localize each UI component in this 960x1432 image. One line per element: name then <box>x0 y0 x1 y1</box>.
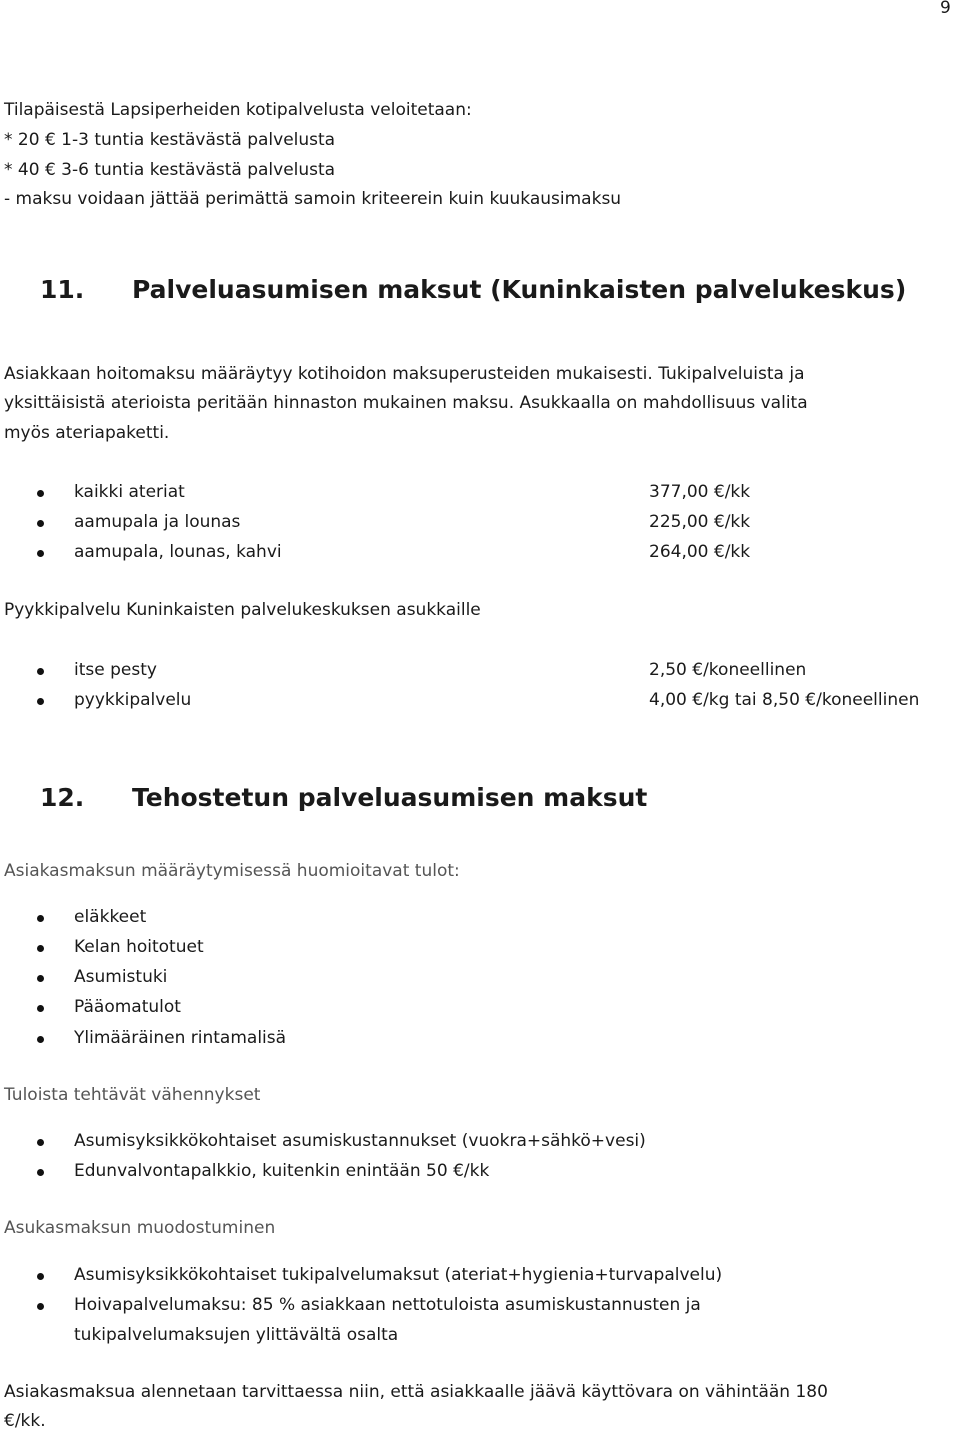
closing-line: Asiakasmaksua alennetaan tarvittaessa niin, että asiakkaalle jäävä käyttövara on vähintään 180 <box>4 1382 828 1402</box>
meal-price: 264,00 €/kk <box>649 542 751 562</box>
section-11-paragraph-line: yksittäisistä aterioista peritään hinnaston mukainen maksu. Asukkaalla on mahdollisuus valita <box>4 393 808 413</box>
meal-label: aamupala, lounas, kahvi <box>74 542 282 562</box>
bullet-icon <box>37 698 44 705</box>
deduction-item: Edunvalvontapalkkio, kuitenkin enintään 50 €/kk <box>74 1161 490 1181</box>
formation-heading: Asukasmaksun muodostuminen <box>4 1218 276 1238</box>
section-11-paragraph-line: Asiakkaan hoitomaksu määräytyy kotihoidon maksuperusteiden mukaisesti. Tukipalveluista ja <box>4 364 805 384</box>
meal-label: aamupala ja lounas <box>74 512 241 532</box>
bullet-icon <box>37 1036 44 1043</box>
page-number: 9 <box>940 0 951 18</box>
bullet-icon <box>37 1303 44 1310</box>
meal-label: kaikki ateriat <box>74 482 185 502</box>
income-heading: Asiakasmaksun määräytymisessä huomioitavat tulot: <box>4 861 460 881</box>
income-item: Pääomatulot <box>74 997 181 1017</box>
laundry-label: pyykkipalvelu <box>74 690 192 710</box>
laundry-heading: Pyykkipalvelu Kuninkaisten palvelukeskuksen asukkaille <box>4 600 481 620</box>
income-item: Ylimääräinen rintamalisä <box>74 1028 287 1048</box>
bullet-icon <box>37 1273 44 1280</box>
bullet-icon <box>37 1169 44 1176</box>
deductions-heading: Tuloista tehtävät vähennykset <box>4 1085 261 1105</box>
intro-line: * 20 € 1-3 tuntia kestävästä palvelusta <box>4 130 336 150</box>
deduction-item: Asumisyksikkökohtaiset asumiskustannukset (vuokra+sähkö+vesi) <box>74 1131 646 1151</box>
income-item: Kelan hoitotuet <box>74 937 204 957</box>
section-11-title: Palveluasumisen maksut (Kuninkaisten palvelukeskus) <box>132 275 907 304</box>
section-12-number: 12. <box>40 783 85 812</box>
bullet-icon <box>37 1005 44 1012</box>
bullet-icon <box>37 550 44 557</box>
laundry-label: itse pesty <box>74 660 157 680</box>
section-11-number: 11. <box>40 275 85 304</box>
bullet-icon <box>37 668 44 675</box>
laundry-price: 2,50 €/koneellinen <box>649 660 807 680</box>
formation-item: Hoivapalvelumaksu: 85 % asiakkaan nettotuloista asumiskustannusten ja <box>74 1295 701 1315</box>
bullet-icon <box>37 520 44 527</box>
closing-line: €/kk. <box>4 1411 46 1431</box>
section-11-paragraph-line: myös ateriapaketti. <box>4 423 170 443</box>
formation-item: Asumisyksikkökohtaiset tukipalvelumaksut (ateriat+hygienia+turvapalvelu) <box>74 1265 723 1285</box>
intro-line: Tilapäisestä Lapsiperheiden kotipalvelusta veloitetaan: <box>4 100 472 120</box>
bullet-icon <box>37 490 44 497</box>
intro-line: * 40 € 3-6 tuntia kestävästä palvelusta <box>4 160 336 180</box>
bullet-icon <box>37 945 44 952</box>
bullet-icon <box>37 915 44 922</box>
meal-price: 225,00 €/kk <box>649 512 751 532</box>
bullet-icon <box>37 975 44 982</box>
formation-item-continuation: tukipalvelumaksujen ylittävältä osalta <box>74 1325 399 1345</box>
income-item: eläkkeet <box>74 907 147 927</box>
section-12-title: Tehostetun palveluasumisen maksut <box>132 783 648 812</box>
intro-line: - maksu voidaan jättää perimättä samoin kriteerein kuin kuukausimaksu <box>4 189 622 209</box>
meal-price: 377,00 €/kk <box>649 482 751 502</box>
income-item: Asumistuki <box>74 967 168 987</box>
bullet-icon <box>37 1139 44 1146</box>
laundry-price: 4,00 €/kg tai 8,50 €/koneellinen <box>649 690 920 710</box>
